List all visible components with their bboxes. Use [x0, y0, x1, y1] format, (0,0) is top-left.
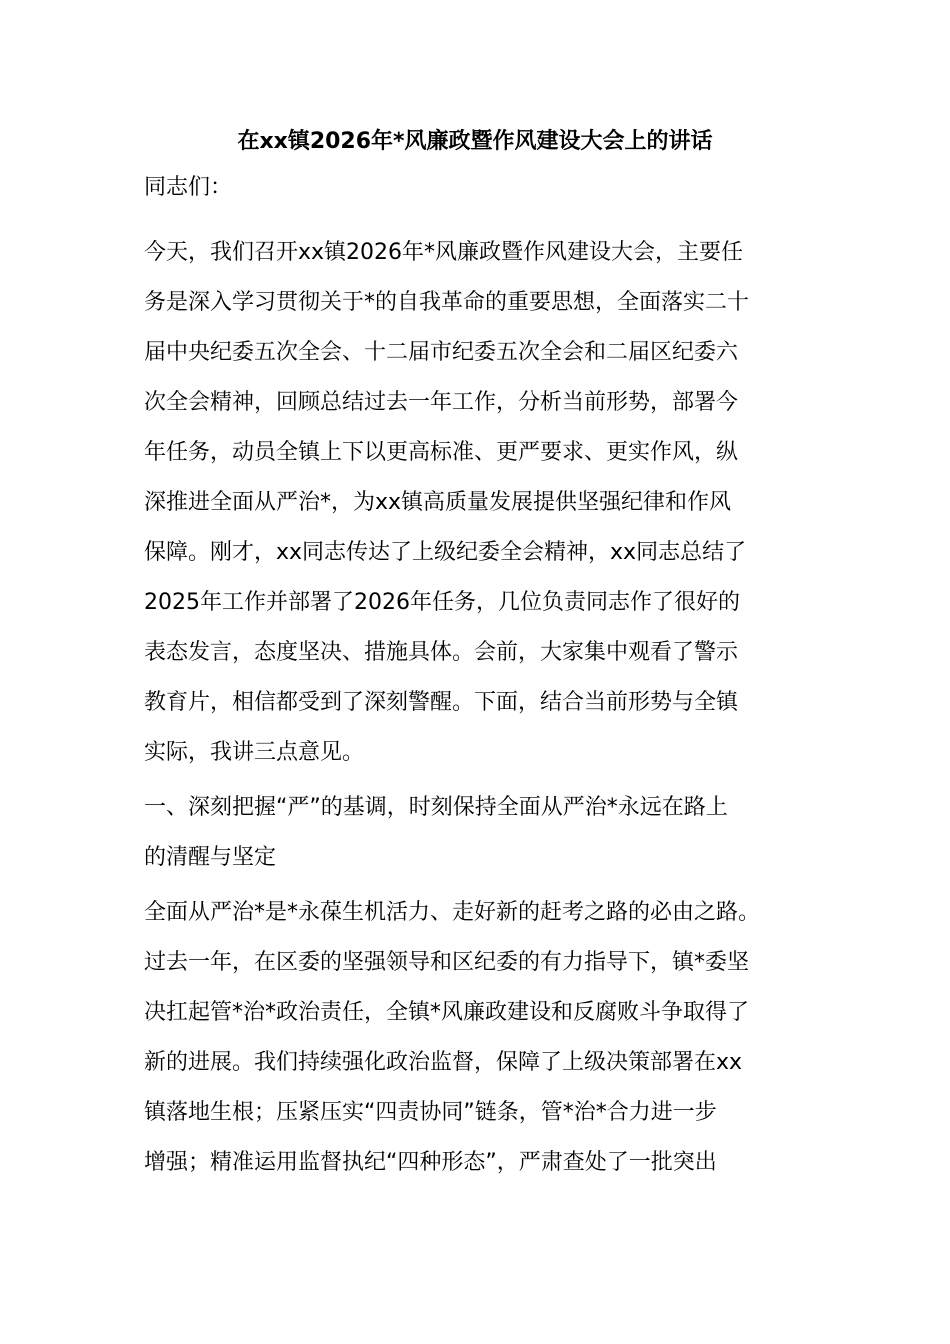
paragraph-line: 届中央纪委五次全会、十二届市纪委五次全会和二届区纪委六 [144, 340, 739, 365]
paragraph-line: 保障。刚才，xx同志传达了上级纪委全会精神，xx同志总结了 [144, 540, 747, 565]
paragraph-line: 增强；精准运用监督执纪“四种形态”，严肃查处了一批突出 [144, 1150, 717, 1175]
paragraph-line: 全面从严治*是*永葆生机活力、走好新的赶考之路的必由之路。 [144, 900, 761, 925]
paragraph-line: 表态发言，态度坚决、措施具体。会前，大家集中观看了警示 [144, 640, 739, 665]
paragraph-line: 深推进全面从严治*，为xx镇高质量发展提供坚强纪律和作风 [144, 490, 732, 515]
paragraph-line: 教育片，相信都受到了深刻警醒。下面，结合当前形势与全镇 [144, 690, 739, 715]
document-title: 在xx镇2026年*风廉政暨作风建设大会上的讲话 [237, 129, 713, 154]
paragraph-line: 务是深入学习贯彻关于*的自我革命的重要思想，全面落实二十 [144, 290, 750, 315]
paragraph-line: 实际，我讲三点意见。 [144, 740, 365, 765]
paragraph-line: 过去一年，在区委的坚强领导和区纪委的有力指导下，镇*委坚 [144, 950, 750, 975]
section-heading-line: 一、深刻把握“严”的基调，时刻保持全面从严治*永远在路上 [144, 795, 728, 820]
section-heading-line: 的清醒与坚定 [144, 845, 277, 870]
paragraph-line: 新的进展。我们持续强化政治监督，保障了上级决策部署在xx [144, 1050, 743, 1075]
salutation: 同志们： [144, 175, 233, 200]
paragraph-line: 决扛起管*治*政治责任，全镇*风廉政建设和反腐败斗争取得了 [144, 1000, 750, 1025]
paragraph-line: 镇落地生根；压紧压实“四责协同”链条，管*治*合力进一步 [144, 1100, 717, 1125]
paragraph-line: 年任务，动员全镇上下以更高标准、更严要求、更实作风，纵 [144, 440, 739, 465]
paragraph-line: 2025年工作并部署了2026年任务，几位负责同志作了很好的 [144, 590, 740, 615]
paragraph-line: 次全会精神，回顾总结过去一年工作，分析当前形势，部署今 [144, 390, 739, 415]
paragraph-line: 今天，我们召开xx镇2026年*风廉政暨作风建设大会，主要任 [144, 240, 744, 265]
